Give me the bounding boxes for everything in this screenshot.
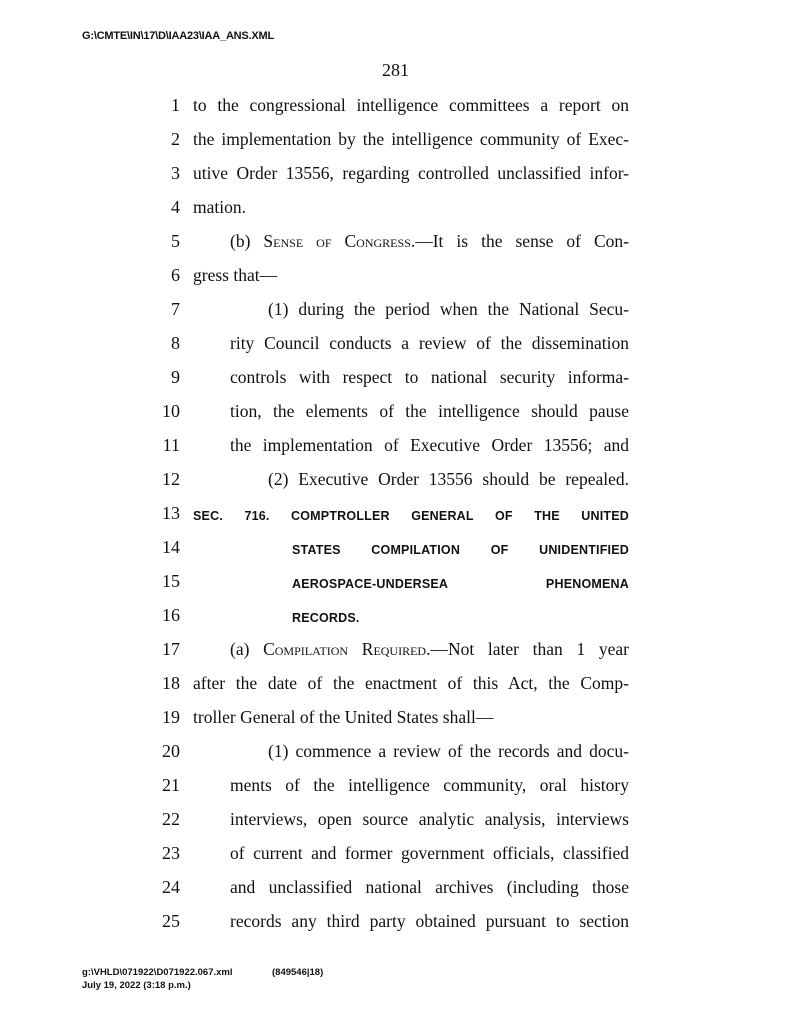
line-text: the implementation of Executive Order 13556; and bbox=[230, 435, 629, 455]
header-path: G:\CMTE\IN\17\D\IAA23\IAA_ANS.XML bbox=[82, 30, 275, 42]
text-line bbox=[0, 129, 791, 163]
line-text: to the congressional intelligence committees a report on bbox=[193, 95, 629, 115]
section-heading: RECORDS. bbox=[292, 611, 360, 625]
line-number: 22 bbox=[162, 809, 180, 829]
line-number: 13 bbox=[162, 503, 180, 523]
line-text: (1) commence a review of the records and docu- bbox=[268, 741, 629, 761]
subsection-heading: Sense of Congress bbox=[263, 231, 411, 251]
section-heading: AEROSPACE-UNDERSEA PHENOMENA bbox=[292, 577, 629, 591]
section-heading: SEC. 716. COMPTROLLER GENERAL OF THE UNITED bbox=[193, 509, 629, 523]
line-number: 12 bbox=[162, 469, 180, 489]
line-text: troller General of the United States shall— bbox=[193, 707, 494, 727]
line-text: mation. bbox=[193, 197, 246, 217]
line-number: 23 bbox=[162, 843, 180, 863]
line-text: after the date of the enactment of this Act, the Comp- bbox=[193, 673, 629, 693]
line-number: 21 bbox=[162, 775, 180, 795]
line-number: 1 bbox=[171, 95, 180, 115]
line-number: 10 bbox=[162, 401, 180, 421]
line-number: 19 bbox=[162, 707, 180, 727]
line-text: controls with respect to national security informa- bbox=[230, 367, 629, 387]
line-text: gress that— bbox=[193, 265, 278, 285]
section-heading-line bbox=[0, 605, 791, 639]
subsection-text: .—It is the sense of Con- bbox=[410, 231, 629, 251]
line-number: 5 bbox=[171, 231, 180, 251]
line-text: and unclassified national archives (including those bbox=[230, 877, 629, 897]
line-number: 20 bbox=[162, 741, 180, 761]
line-text: (2) Executive Order 13556 should be repealed. bbox=[268, 469, 629, 489]
line-number: 24 bbox=[162, 877, 180, 897]
text-line bbox=[0, 401, 791, 435]
text-line bbox=[0, 809, 791, 843]
line-number: 17 bbox=[162, 639, 180, 659]
subsection-line bbox=[230, 639, 629, 659]
text-line bbox=[0, 435, 791, 469]
text-line bbox=[0, 877, 791, 911]
text-line bbox=[0, 775, 791, 809]
section-heading-line bbox=[0, 571, 791, 605]
line-number: 7 bbox=[171, 299, 180, 319]
line-text: tion, the elements of the intelligence should pause bbox=[230, 401, 629, 421]
text-line bbox=[0, 299, 791, 333]
line-number: 8 bbox=[171, 333, 180, 353]
footer-code: (849546|18) bbox=[272, 967, 324, 978]
text-line bbox=[0, 707, 791, 741]
line-text: utive Order 13556, regarding controlled unclassified infor- bbox=[193, 163, 629, 183]
line-number: 4 bbox=[171, 197, 180, 217]
line-number: 9 bbox=[171, 367, 180, 387]
line-number: 3 bbox=[171, 163, 180, 183]
footer bbox=[82, 966, 323, 992]
text-line bbox=[0, 197, 791, 231]
text-line bbox=[0, 333, 791, 367]
text-line bbox=[0, 95, 791, 129]
text-line bbox=[0, 843, 791, 877]
text-line bbox=[0, 265, 791, 299]
page-number: 281 bbox=[382, 60, 409, 80]
section-heading: STATES COMPILATION OF UNIDENTIFIED bbox=[292, 543, 629, 557]
line-text: of current and former government officials, classified bbox=[230, 843, 629, 863]
text-line bbox=[0, 367, 791, 401]
text-line bbox=[0, 163, 791, 197]
footer-file: g:\VHLD\071922\D071922.067.xml bbox=[82, 967, 233, 978]
line-text: rity Council conducts a review of the dissemination bbox=[230, 333, 629, 353]
line-text: interviews, open source analytic analysis, interviews bbox=[230, 809, 629, 829]
line-text: records any third party obtained pursuant to section bbox=[230, 911, 629, 931]
line-number: 15 bbox=[162, 571, 180, 591]
text-line bbox=[0, 639, 791, 673]
line-number: 16 bbox=[162, 605, 180, 625]
line-number: 11 bbox=[162, 435, 180, 455]
text-line bbox=[0, 741, 791, 775]
text-line bbox=[0, 231, 791, 265]
subsection-heading: Compilation Required bbox=[263, 639, 427, 659]
line-text: the implementation by the intelligence community of Exec- bbox=[193, 129, 629, 149]
subsection-label: (a) bbox=[230, 639, 264, 659]
line-number: 14 bbox=[162, 537, 180, 557]
line-number: 18 bbox=[162, 673, 180, 693]
line-number: 2 bbox=[171, 129, 180, 149]
subsection-line bbox=[230, 231, 629, 251]
text-line bbox=[0, 673, 791, 707]
text-line bbox=[0, 911, 791, 945]
line-number: 25 bbox=[162, 911, 180, 931]
text-line bbox=[0, 469, 791, 503]
section-heading-line bbox=[0, 537, 791, 571]
section-heading-line bbox=[0, 503, 791, 537]
subsection-text: .—Not later than 1 year bbox=[426, 639, 629, 659]
line-text: ments of the intelligence community, oral history bbox=[230, 775, 629, 795]
line-text: (1) during the period when the National Secu- bbox=[268, 299, 629, 319]
subsection-label: (b) bbox=[230, 231, 264, 251]
line-number: 6 bbox=[171, 265, 180, 285]
footer-date: July 19, 2022 (3:18 p.m.) bbox=[82, 980, 191, 991]
